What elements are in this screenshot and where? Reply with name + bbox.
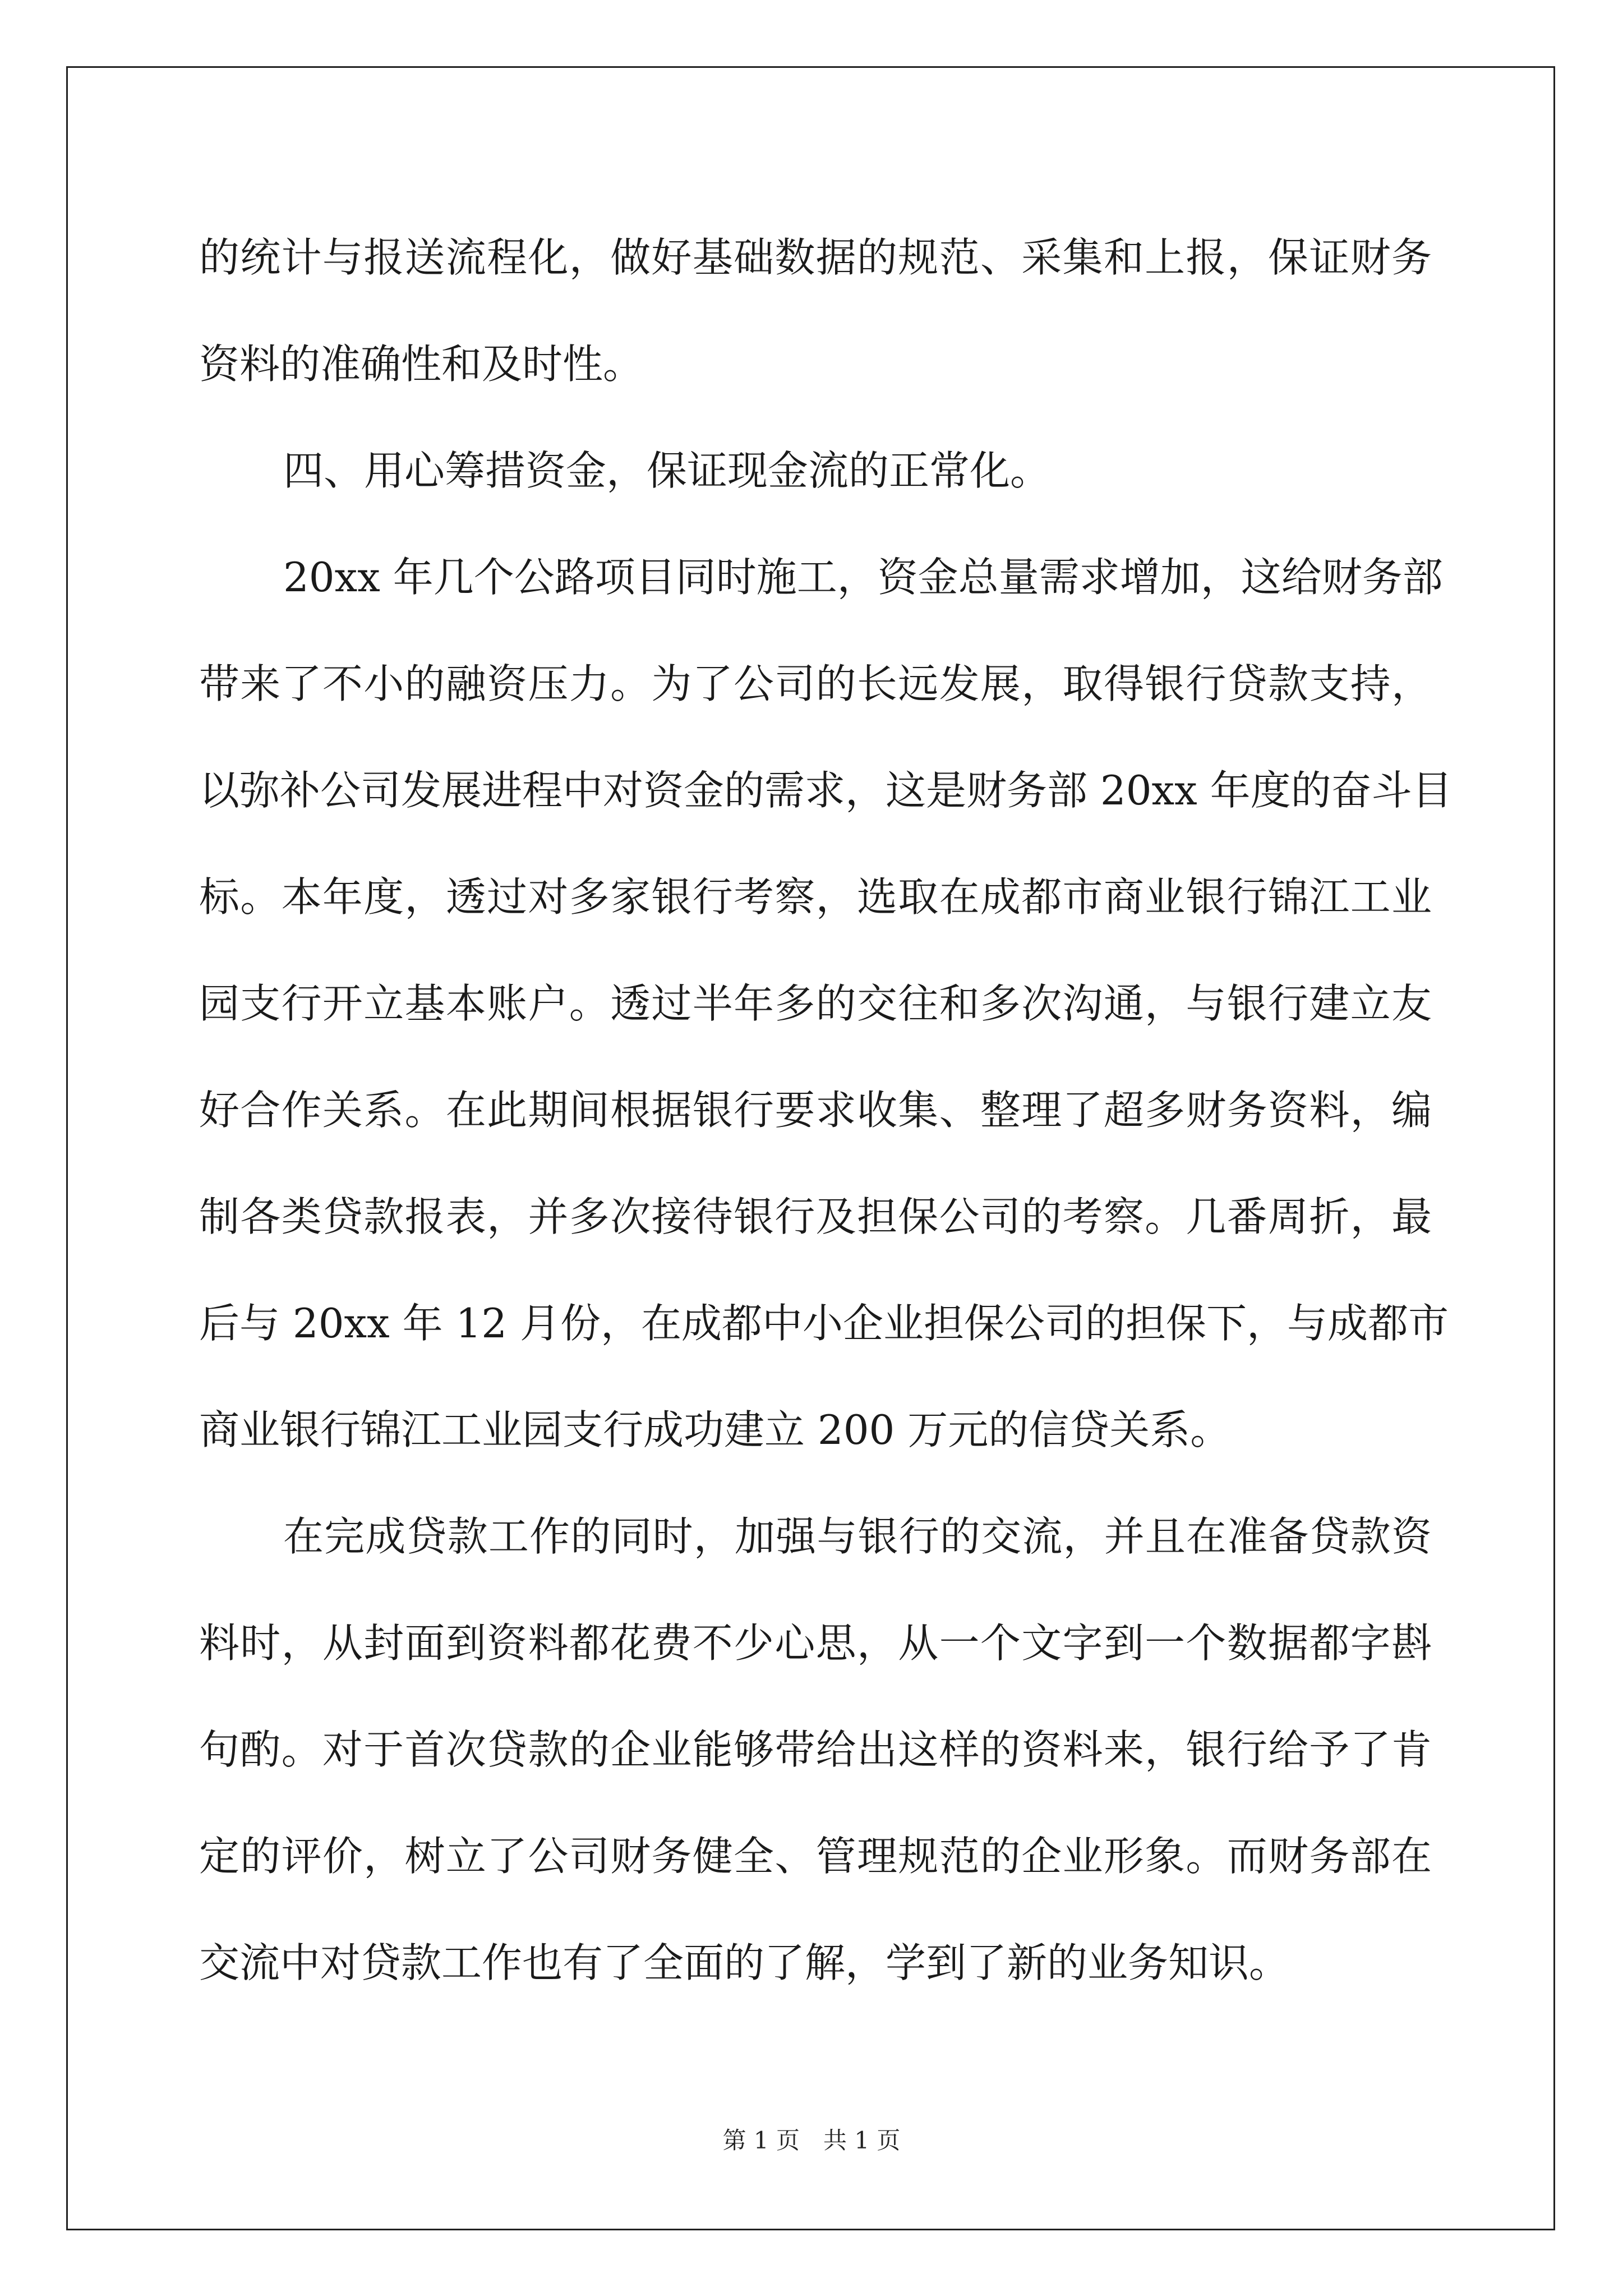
text-line: 在完成贷款工作的同时，加强与银行的交流，并且在准备贷款资 bbox=[283, 1513, 1432, 1560]
text-line: 20xx 年几个公路项目同时施工，资金总量需求增加，这给财务部 bbox=[283, 554, 1443, 601]
text-line: 带来了不小的融资压力。为了公司的长远发展，取得银行贷款支持， bbox=[199, 660, 1432, 707]
text-line: 制各类贷款报表，并多次接待银行及担保公司的考察。几番周折，最 bbox=[199, 1193, 1432, 1240]
text-line: 以弥补公司发展进程中对资金的需求，这是财务部 20xx 年度的奋斗目 bbox=[199, 767, 1453, 814]
text-line: 句酌。对于首次贷款的企业能够带给出这样的资料来，银行给予了肯 bbox=[199, 1726, 1432, 1773]
text-line: 标。本年度，透过对多家银行考察，选取在成都市商业银行锦江工业 bbox=[199, 873, 1432, 921]
text-line: 园支行开立基本账户。透过半年多的交往和多次沟通，与银行建立友 bbox=[199, 980, 1432, 1027]
text-line: 交流中对贷款工作也有了全面的了解，学到了新的业务知识。 bbox=[199, 1939, 1290, 1986]
text-line: 后与 20xx 年 12 月份，在成都中小企业担保公司的担保下，与成都市 bbox=[199, 1300, 1449, 1347]
document-body bbox=[199, 204, 1453, 2016]
text-line: 的统计与报送流程化，做好基础数据的规范、采集和上报，保证财务 bbox=[199, 234, 1432, 281]
text-line: 资料的准确性和及时性。 bbox=[199, 341, 644, 388]
section-heading: 四、用心筹措资金，保证现金流的正常化。 bbox=[283, 447, 1051, 494]
page-number-footer: 第 1 页 共 1 页 bbox=[722, 2127, 901, 2154]
text-line: 定的评价，树立了公司财务健全、管理规范的企业形象。而财务部在 bbox=[199, 1833, 1432, 1880]
text-line: 好合作关系。在此期间根据银行要求收集、整理了超多财务资料，编 bbox=[199, 1087, 1432, 1134]
text-line: 料时，从封面到资料都花费不少心思，从一个文字到一个数据都字斟 bbox=[199, 1619, 1432, 1667]
text-line: 商业银行锦江工业园支行成功建立 200 万元的信贷关系。 bbox=[199, 1406, 1231, 1453]
